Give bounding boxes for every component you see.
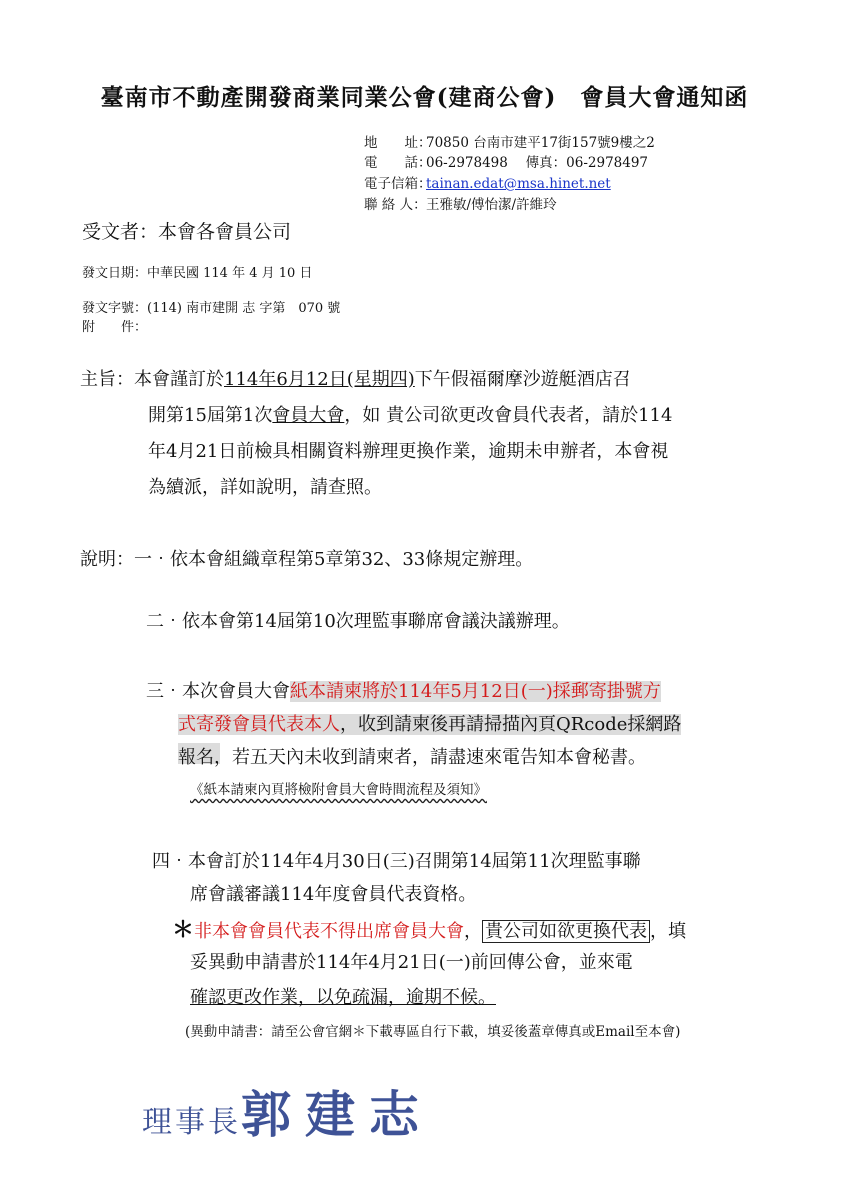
subject-text: 下午假福爾摩沙遊艇酒店召 <box>414 369 631 390</box>
invitation-insert-note: 《紙本請柬內頁將檢附會員大會時間流程及須知》 <box>190 782 487 798</box>
contact-person-value: 王雅敏/傅怡潔/許維玲 <box>426 197 557 213</box>
attachment-label: 附 件： <box>82 320 148 335</box>
explanation-item-2: 二‧依本會第14屆第10次理監事聯席會議決議辦理。 <box>146 611 570 632</box>
issue-date: 發文日期：中華民國 114 年 4 月 10 日 <box>82 266 313 281</box>
subject-text: 開第15屆第1次 <box>148 405 273 426</box>
email-link[interactable]: tainan.edat@msa.hinet.net <box>426 176 611 192</box>
explanation-text: 報名，若五天內未收到請柬者，請盡速來電告知本會秘書。 <box>178 747 646 768</box>
chairman-signature <box>142 1075 433 1147</box>
explanation-text: ，收到請柬後再請掃描內頁QRcode採網路 <box>340 714 682 735</box>
explanation-item-1 <box>80 545 533 571</box>
phone-line <box>364 153 648 174</box>
explanation-text: 一‧依本會組織章程第5章第32、33條規定辦理。 <box>134 549 534 570</box>
explanation-item-3-line-2 <box>178 710 681 736</box>
meeting-name: 會員大會 <box>272 405 345 426</box>
chairman-name: 郭建志 <box>241 1086 433 1144</box>
email-label: 電子信箱： <box>364 176 432 192</box>
meeting-date: 114年6月12日(星期四) <box>224 369 415 390</box>
email-line <box>364 174 611 195</box>
subject-text: ，如 貴公司欲更改會員代表者，請於114 <box>344 405 673 426</box>
subject-line-4: 為續派，詳如說明，請查照。 <box>148 477 382 498</box>
explanation-item-4-line-2: 席會議審議114年度會員代表資格。 <box>190 884 477 905</box>
recipient: 受文者：本會各會員公司 <box>82 221 292 243</box>
contact-person-label: 聯 絡 人： <box>364 197 427 213</box>
explanation-item-3-line-3 <box>178 743 646 769</box>
subject-text: 本會謹訂於 <box>134 369 224 390</box>
document-number: 發文字號：(114) 南市建開 志 字第 070 號 <box>82 301 341 316</box>
address-value: 70850 台南市建平17街157號9樓之2 <box>426 135 655 151</box>
star-note-line-2: 妥異動申請書於114年4月21日(一)前回傳公會，並來電 <box>190 952 633 973</box>
explanation-text: 三‧本次會員大會 <box>146 681 290 702</box>
explanation-item-3-line-1 <box>146 677 661 703</box>
invitation-recipient-notice: 式寄發會員代表本人 <box>178 714 340 735</box>
document-title: 臺南市不動產開發商業同業公會(建商公會) 會員大會通知函 <box>100 84 749 111</box>
chairman-title: 理事長 <box>142 1105 241 1140</box>
address-label: 地 址： <box>364 135 432 151</box>
attendance-restriction: 非本會會員代表不得出席會員大會 <box>194 921 465 942</box>
phone-value: 06-2978498 傳真：06-2978497 <box>426 155 649 171</box>
explanation-label: 說明： <box>80 549 134 570</box>
subject-line-3: 年4月21日前檢具相關資料辦理更換作業，逾期未申辦者，本會視 <box>148 441 669 462</box>
invitation-mail-notice: 紙本請柬將於114年5月12日(一)採郵寄掛號方 <box>290 681 661 702</box>
explanation-text: ，填 <box>650 921 687 942</box>
subject-label: 主旨： <box>80 369 134 390</box>
form-download-note: (異動申請書：請至公會官網＊下載專區自行下載，填妥後蓋章傳真或Email至本會) <box>185 1024 681 1040</box>
contact-person-line <box>364 195 557 216</box>
address-line <box>364 133 655 154</box>
subject-line-2 <box>148 401 672 427</box>
explanation-text: ， <box>464 921 483 942</box>
asterisk-icon: ＊ <box>172 917 195 943</box>
subject-line-1 <box>80 365 631 391</box>
phone-label: 電 話： <box>364 155 432 171</box>
explanation-item-4-line-1: 四‧本會訂於114年4月30日(三)召開第14屆第11次理監事聯 <box>152 851 641 872</box>
star-note-line-1 <box>172 913 686 944</box>
star-note-line-3: 確認更改作業，以免疏漏，逾期不候。 <box>190 987 496 1008</box>
replace-representative-box: 貴公司如欲更換代表 <box>482 920 650 943</box>
